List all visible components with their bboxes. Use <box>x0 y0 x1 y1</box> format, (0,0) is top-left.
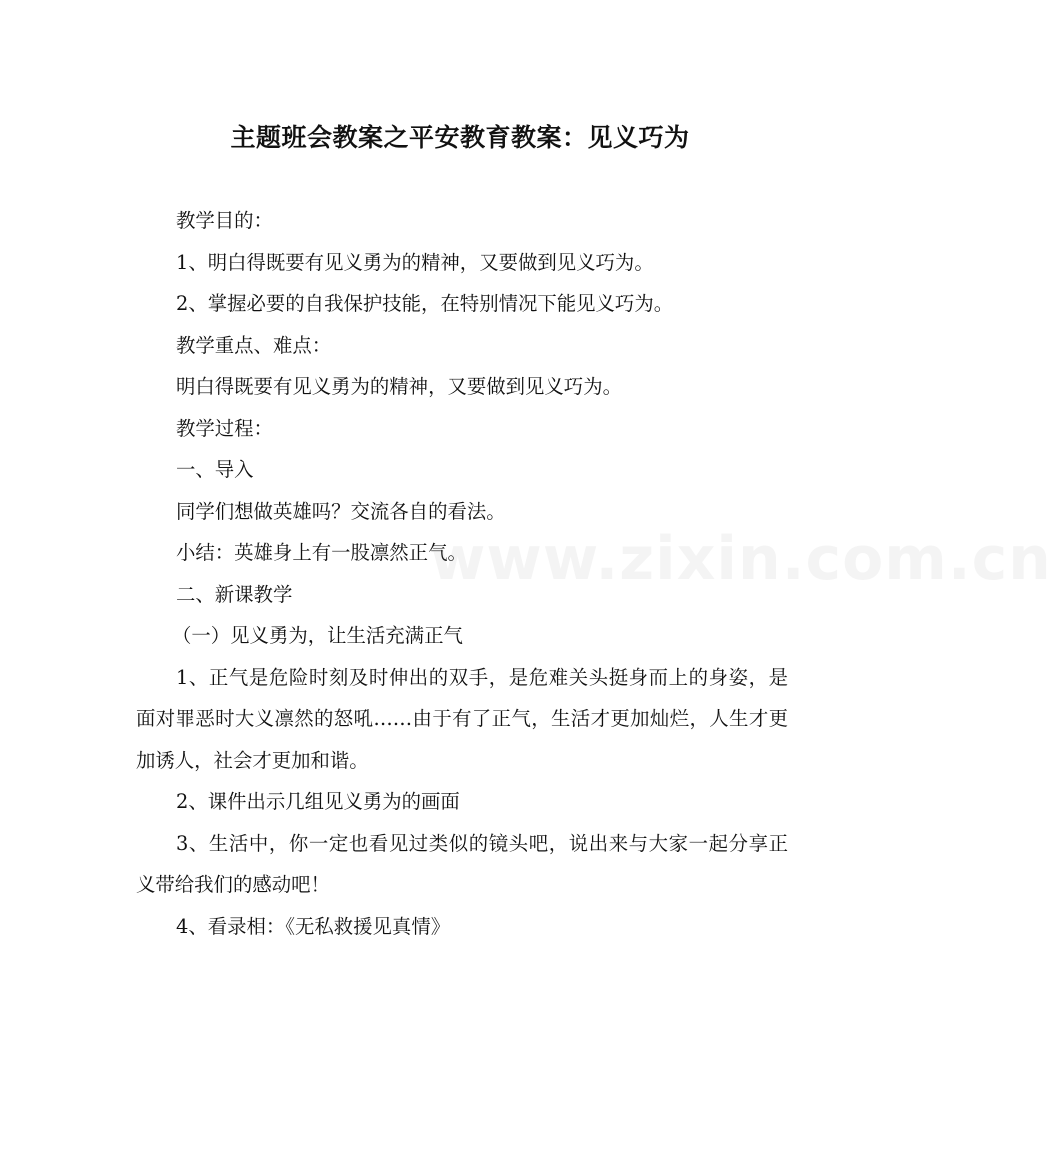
paragraph-key-points-heading: 教学重点、难点： <box>176 333 332 357</box>
paragraph-goal-1: 1、明白得既要有见义勇为的精神，又要做到见义巧为。 <box>176 250 654 274</box>
paragraph-section-intro: 一、导入 <box>176 458 254 481</box>
document-body <box>136 200 788 947</box>
paragraph-goal-2: 2、掌握必要的自我保护技能，在特别情况下能见义巧为。 <box>176 292 674 315</box>
paragraph-item-2: 2、课件出示几组见义勇为的画面 <box>176 790 460 813</box>
paragraph-key-points: 明白得既要有见义勇为的精神，又要做到见义巧为。 <box>176 375 622 398</box>
paragraph-item-1: 1、正气是危险时刻及时伸出的双手，是危难关头挺身而上的身姿，是面对罪恶时大义凛然的怒吼……由于有了正气，生活才更加灿烂，人生才更加诱人，社会才更加和谐。 <box>136 665 788 772</box>
paragraph-intro-summary: 小结：英雄身上有一股凛然正气。 <box>176 541 467 564</box>
paragraph-section-new-lesson: 二、新课教学 <box>176 582 293 606</box>
document-title: 主题班会教案之平安教育教案：见义巧为 <box>230 123 690 152</box>
paragraph-subsection-1: （一）见义勇为，让生活充满正气 <box>172 624 463 647</box>
paragraph-process-heading: 教学过程： <box>176 416 273 440</box>
paragraph-item-3: 3、生活中，你一定也看见过类似的镜头吧，说出来与大家一起分享正义带给我们的感动吧！ <box>136 831 788 896</box>
paragraph-teaching-goal-heading: 教学目的： <box>176 209 273 232</box>
watermark-text: www.zixin.com.cn <box>430 524 1052 594</box>
paragraph-item-4: 4、看录相：《无私救援见真情》 <box>176 914 451 938</box>
paragraph-intro-question: 同学们想做英雄吗？交流各自的看法。 <box>176 499 506 523</box>
